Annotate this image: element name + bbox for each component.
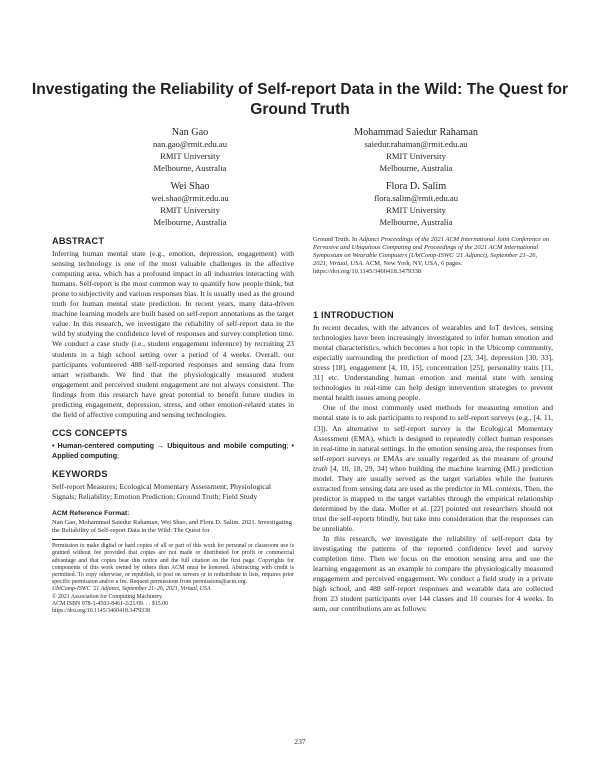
intro-p2-emphasis: ground truth <box>313 453 553 473</box>
ccs-item: • Human-centered computing → Ubiquitous and mobile computing <box>52 440 287 450</box>
author-name: Wei Shao <box>170 181 210 192</box>
left-column <box>52 236 294 615</box>
author-email: saiedur.rahaman@rmit.edu.au <box>364 139 468 149</box>
ccs-separator: ; <box>286 440 292 450</box>
ccs-heading: CCS CONCEPTS <box>52 427 128 438</box>
intro-p2-end: [4, 10, 18, 29, 34] when building the machine learning (ML) prediction model. They are usually served as the target variables while the features extracted from sensing data are used as the predictor in ML contexts. Then, the predictor is mapped to the target variables through the empirical relationship determined by the data. Moller et al. [22] pointed out researchers should not trust the self-reports blindly, but take into consideration that the responses can be unreliable. <box>313 463 553 533</box>
acm-reference-text: Nan Gao, Mohammad Saiedur Rahaman, Wei Shao, and Flora D. Salim. 2021. Investigating the Reliability of Self-report Data in the Wild: The Quest for <box>52 519 292 535</box>
author-location: Melbourne, Australia <box>153 216 227 227</box>
author-block-1 <box>80 126 300 174</box>
author-affiliation: RMIT University <box>386 150 446 161</box>
author-block-4 <box>306 180 526 228</box>
venue-line: UbiComp-ISWC '21 Adjunct, September 21–26, 2021, Virtual, USA <box>52 586 211 593</box>
ref-plain: Ground Truth. In <box>313 236 359 243</box>
intro-paragraph-2 <box>313 403 553 534</box>
author-location: Melbourne, Australia <box>379 162 453 173</box>
introduction-heading: 1 INTRODUCTION <box>313 310 394 320</box>
author-email: wei.shao@rmit.edu.au <box>151 193 229 203</box>
author-location: Melbourne, Australia <box>379 216 453 227</box>
intro-paragraph-1: In recent decades, with the advances of wearables and IoT devices, sensing technologies have been increasingly investigated to infer human emotion and mental characteristics, which becomes a hot topic in the Ubicomp community, especially surrounding the prediction of mood [23, 34], depression [30, 33], stress [18], engagement [4, 10, 15], concentration [25], personality traits [11, 31] etc. Understanding human emotion and mental state with sensing technologies in real-time can help design intervention strategies to prevent mental health issues among people. <box>313 323 553 403</box>
ref-italic: Adjunct Proceedings of the 2021 ACM International Joint Conference on Pervasive and Ubiquitous Computing and Proceedings of the 2021 ACM International Symposium on Wearable Computers (UbiComp-ISWC '21 Adjunct), September 21–26, 2021, Virtual, USA <box>313 236 550 267</box>
author-affiliation: RMIT University <box>160 204 220 215</box>
acm-reference-continued <box>313 236 553 276</box>
isbn-line: ACM ISBN 978-1-4503-8461-2/21/09. . . $15.00 <box>52 600 169 607</box>
page-number: 237 <box>294 737 306 746</box>
copyright-line: © 2021 Association for Computing Machinery. <box>52 593 164 600</box>
ccs-item: • Applied computing <box>52 440 295 460</box>
keywords-heading: KEYWORDS <box>52 468 108 479</box>
right-column <box>313 236 553 614</box>
author-block-3 <box>80 180 300 228</box>
author-email: flora.salim@rmit.edu.au <box>373 193 459 203</box>
footnote-rule <box>52 539 110 540</box>
ccs-end: ; <box>117 450 120 460</box>
abstract-heading: ABSTRACT <box>52 236 105 246</box>
intro-p2-start: One of the most commonly used methods for measuring emotion and mental state is to ask participants to respond to self-report surveys (e.g., [4, 11, 13]). An alternative to self-report survey is the Ecological Momentary Assessment (EMA), which is designed to repeatedly collect human responses in real-time in natural settings. In the emotion sensing area, the responses from self-report surveys or EMAs are usually regarded as the measure of <box>313 403 553 463</box>
intro-paragraph-3: In this research, we investigate the reliability of self-report data by investigating the patterns of the reported confidence level and survey completion time. Then we focus on the emotion sensing area and use the learning engagement as an example to compare the physiologically measured engagement and perceived engagement. We conduct a field study in a private high school, and 488 self-report responses and wearable data are collected from 23 student participants over 144 classes and 10 courses for 4 weeks. In sum, our contributions are as follows: <box>313 534 553 614</box>
author-name: Mohammad Saiedur Rahaman <box>354 127 478 138</box>
author-affiliation: RMIT University <box>160 150 220 161</box>
author-name: Nan Gao <box>171 127 209 138</box>
acm-reference-heading: ACM Reference Format: <box>52 510 130 518</box>
author-email: nan.gao@rmit.edu.au <box>152 139 228 149</box>
author-affiliation: RMIT University <box>386 204 446 215</box>
permission-notice: Permission to make digital or hard copies of all or part of this work for personal or classroom use is granted without fee provided that copies are not made or distributed for profit or commercial advantage and that copies bear this notice and the full citation on the first page. Copyrights for components of this work owned by others than ACM must be honored. Abstracting with credit is permitted. To copy otherwise, or republish, to post on servers or to redistribute to lists, requires prior specific permission and/or a fee. Request permissions from permissions@acm.org. <box>52 543 294 586</box>
author-block-2 <box>306 126 526 174</box>
ref-tail: . ACM, New York, NY, USA, 6 pages. https://doi.org/10.1145/3460418.3479338 <box>313 260 463 275</box>
paper-title: Investigating the Reliability of Self-report Data in the Wild: The Quest for Ground Truth <box>31 81 569 118</box>
ccs-concepts <box>52 441 294 461</box>
author-location: Melbourne, Australia <box>153 162 227 173</box>
doi-line: https://doi.org/10.1145/3460418.3479338 <box>52 608 151 614</box>
abstract-text: Inferring human mental state (e.g., emotion, depression, engagement) with sensing technology is one of the most valuable challenges in the affective computing area, which has a profound impact in all industries interacting with humans. Self-report is the most common way to quantify how people think, but prone to subjectivity and various responses bias. It is usually used as the ground truth for human mental state prediction. In recent years, many data-driven machine learning models are built based on self-report annotations as the target value. In this research, we investigate the reliability of self-report data in the wild by studying the confidence level of responses and survey completion time. We conduct a case study (i.e., student engagement inference) by recruiting 23 students in a high school setting over a period of 4 weeks. Overall, our participants volunteered 488 self-reported responses and sensing data from smart wristbands. We find that the physiologically measured student engagement and perceived student engagement are not always consistent. The findings from this research have great potential to benefit future studies in predicting engagement, depression, stress, and other emotion-related states in the field of affective computing and sensing technologies. <box>52 249 294 419</box>
author-name: Flora D. Salim <box>385 181 447 192</box>
keywords-text: Self-report Measures; Ecological Momentary Assessment; Physiological Signals; Reliability; Emotion Prediction; Ground Truth; Field Study <box>52 482 272 502</box>
